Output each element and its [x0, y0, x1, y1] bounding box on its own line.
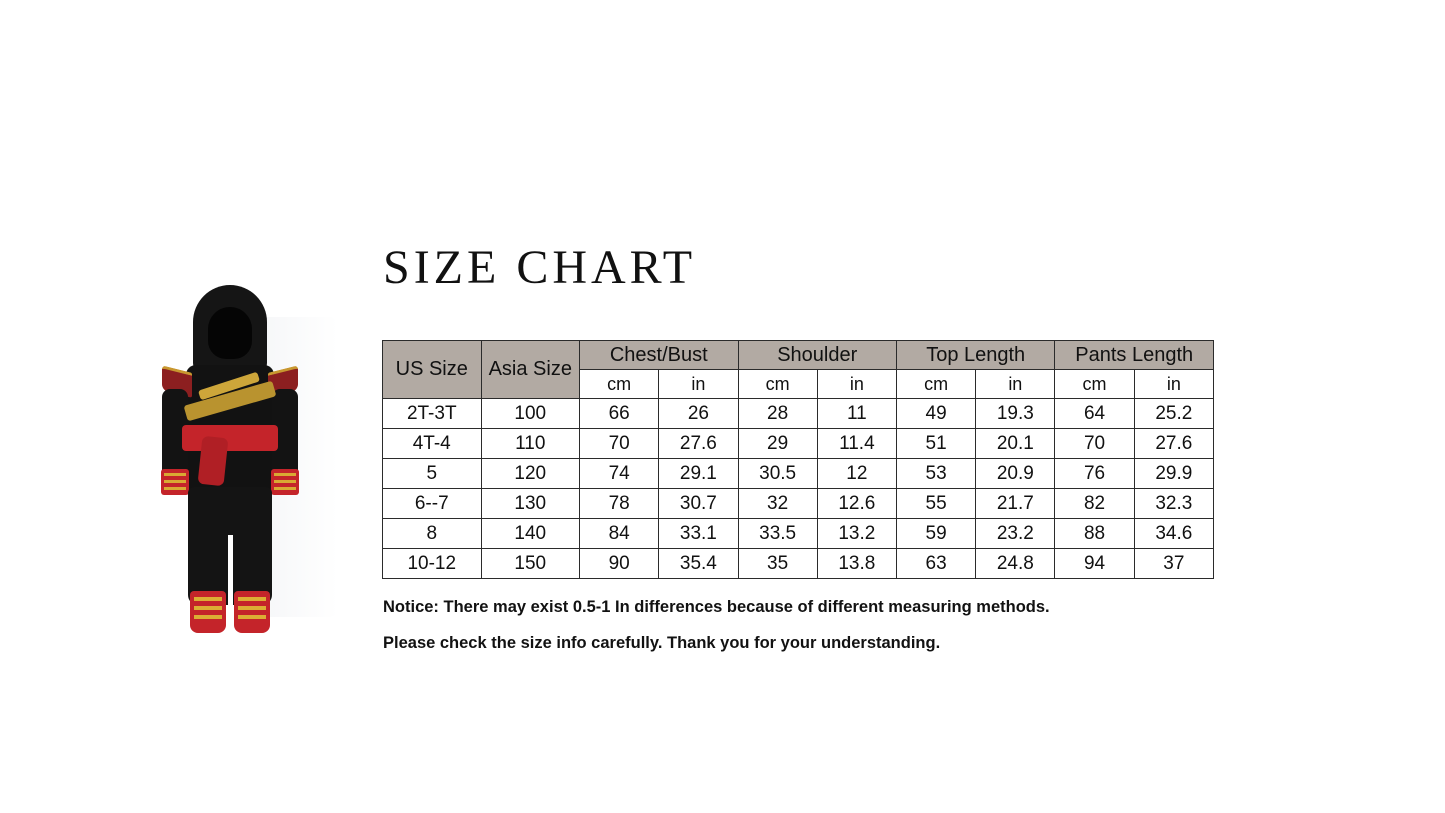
- costume-cuff-left: [161, 469, 189, 495]
- column-header-pants-length: Pants Length: [1055, 341, 1214, 370]
- unit-shoulder-in: in: [817, 370, 896, 399]
- cell-us-size: 5: [383, 459, 482, 489]
- cell-shoulder-in: 12: [817, 459, 896, 489]
- table-row: [383, 519, 1214, 549]
- cell-pants-cm: 70: [1055, 429, 1134, 459]
- cell-chest-in: 29.1: [659, 459, 738, 489]
- table-row: [383, 429, 1214, 459]
- cell-pants-in: 25.2: [1134, 399, 1213, 429]
- cell-us-size: 10-12: [383, 549, 482, 579]
- cell-us-size: 2T-3T: [383, 399, 482, 429]
- cell-top-in: 20.1: [976, 429, 1055, 459]
- costume-boot-left: [190, 591, 226, 633]
- cell-shoulder-in: 13.2: [817, 519, 896, 549]
- cell-shoulder-cm: 30.5: [738, 459, 817, 489]
- cell-pants-in: 34.6: [1134, 519, 1213, 549]
- cell-pants-cm: 94: [1055, 549, 1134, 579]
- unit-chest-in: in: [659, 370, 738, 399]
- column-header-chest-bust: Chest/Bust: [580, 341, 738, 370]
- cell-asia-size: 130: [481, 489, 580, 519]
- cell-chest-cm: 84: [580, 519, 659, 549]
- costume-leg-split: [228, 535, 233, 607]
- column-header-shoulder: Shoulder: [738, 341, 896, 370]
- column-header-asia-size: Asia Size: [481, 341, 580, 399]
- cell-top-in: 24.8: [976, 549, 1055, 579]
- cell-us-size: 6--7: [383, 489, 482, 519]
- cell-shoulder-in: 12.6: [817, 489, 896, 519]
- table-header-row-groups: [383, 341, 1214, 370]
- size-chart-table: [382, 340, 1214, 579]
- column-header-top-length: Top Length: [896, 341, 1054, 370]
- cell-pants-in: 27.6: [1134, 429, 1213, 459]
- costume-belt: [182, 425, 278, 451]
- unit-shoulder-cm: cm: [738, 370, 817, 399]
- cell-top-cm: 59: [896, 519, 975, 549]
- cell-asia-size: 110: [481, 429, 580, 459]
- cell-top-in: 19.3: [976, 399, 1055, 429]
- unit-top-cm: cm: [896, 370, 975, 399]
- cell-chest-in: 35.4: [659, 549, 738, 579]
- table-row: [383, 459, 1214, 489]
- cell-us-size: 4T-4: [383, 429, 482, 459]
- cell-asia-size: 140: [481, 519, 580, 549]
- unit-pants-cm: cm: [1055, 370, 1134, 399]
- column-header-us-size: US Size: [383, 341, 482, 399]
- notice-check-size-info: Please check the size info carefully. Thank you for your understanding.: [383, 634, 941, 652]
- cell-top-in: 21.7: [976, 489, 1055, 519]
- cell-shoulder-in: 11: [817, 399, 896, 429]
- costume-cuff-right: [271, 469, 299, 495]
- cell-shoulder-cm: 33.5: [738, 519, 817, 549]
- cell-shoulder-cm: 32: [738, 489, 817, 519]
- cell-top-cm: 55: [896, 489, 975, 519]
- cell-top-cm: 49: [896, 399, 975, 429]
- cell-shoulder-cm: 35: [738, 549, 817, 579]
- costume-face-opening: [208, 307, 252, 359]
- cell-chest-in: 26: [659, 399, 738, 429]
- cell-pants-in: 32.3: [1134, 489, 1213, 519]
- cell-shoulder-cm: 28: [738, 399, 817, 429]
- table-row: [383, 489, 1214, 519]
- size-chart-table-container: [382, 340, 1214, 579]
- cell-chest-in: 33.1: [659, 519, 738, 549]
- cell-chest-cm: 74: [580, 459, 659, 489]
- notice-measurement-difference: Notice: There may exist 0.5-1 In differences because of different measuring methods.: [383, 598, 1050, 616]
- cell-chest-cm: 70: [580, 429, 659, 459]
- table-row: [383, 549, 1214, 579]
- cell-top-in: 20.9: [976, 459, 1055, 489]
- cell-pants-cm: 76: [1055, 459, 1134, 489]
- cell-pants-in: 37: [1134, 549, 1213, 579]
- cell-top-in: 23.2: [976, 519, 1055, 549]
- cell-chest-cm: 66: [580, 399, 659, 429]
- cell-top-cm: 63: [896, 549, 975, 579]
- page-title: SIZE CHART: [383, 241, 697, 294]
- cell-top-cm: 53: [896, 459, 975, 489]
- cell-pants-cm: 82: [1055, 489, 1134, 519]
- cell-pants-in: 29.9: [1134, 459, 1213, 489]
- cell-shoulder-in: 11.4: [817, 429, 896, 459]
- cell-asia-size: 120: [481, 459, 580, 489]
- cell-chest-in: 30.7: [659, 489, 738, 519]
- cell-chest-cm: 90: [580, 549, 659, 579]
- cell-chest-in: 27.6: [659, 429, 738, 459]
- unit-pants-in: in: [1134, 370, 1213, 399]
- table-row: [383, 399, 1214, 429]
- cell-pants-cm: 64: [1055, 399, 1134, 429]
- unit-chest-cm: cm: [580, 370, 659, 399]
- cell-pants-cm: 88: [1055, 519, 1134, 549]
- costume-boot-right: [234, 591, 270, 633]
- product-image: [150, 285, 335, 640]
- cell-asia-size: 100: [481, 399, 580, 429]
- cell-chest-cm: 78: [580, 489, 659, 519]
- cell-us-size: 8: [383, 519, 482, 549]
- cell-shoulder-cm: 29: [738, 429, 817, 459]
- cell-top-cm: 51: [896, 429, 975, 459]
- cell-shoulder-in: 13.8: [817, 549, 896, 579]
- costume-belt-knot: [198, 436, 229, 486]
- cell-asia-size: 150: [481, 549, 580, 579]
- unit-top-in: in: [976, 370, 1055, 399]
